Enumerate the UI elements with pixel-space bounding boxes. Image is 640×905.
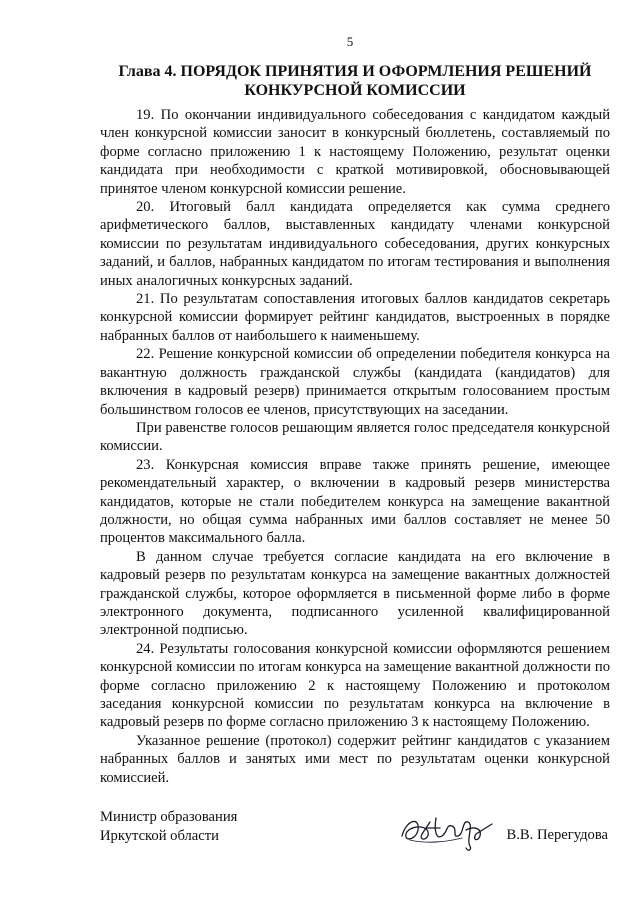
paragraph-19: 19. По окончании индивидуального собеседования с кандидатом каждый член конкурсной комиссии заносит в конкурсный бюллетень, составляемый по форме согласно приложению 1 к настоящему Положению, результат оценки кандидата при необходимости с краткой мотивировкой, обосновывающей принятое членом конкурсной комиссии решение.	[100, 107, 610, 197]
chapter-title	[100, 62, 610, 100]
page-number: 5	[346, 34, 354, 49]
document-body	[100, 106, 610, 787]
signer-position	[100, 808, 237, 846]
signer-position-line: Иркутской области	[100, 828, 219, 844]
signer-name: В.В. Перегудова	[506, 827, 608, 843]
paragraph-24: 24. Результаты голосования конкурсной комиссии оформляются решением конкурсной комиссии по итогам конкурса на замещение вакантной должности по форме согласно приложению 2 к настоящему Положению и протоколом заседания конкурсной комиссии по результатам конкурса на включение в кадровый резерв по форме согласно приложению 3 к настоящему Положению.	[100, 640, 610, 731]
chapter-title-line: КОНКУРСНОЙ КОМИССИИ	[244, 82, 466, 99]
paragraph-23: 23. Конкурсная комиссия вправе также принять решение, имеющее рекомендательный характер, о включении в кадровый резерв министерства кандидатов, которые не стали победителем конкурса на замещение вакантной должности, но общая сумма набранных ими баллов составляет не менее 50 процентов максимального балла.	[100, 456, 610, 547]
paragraph-23-consent: В данном случае требуется согласие кандидата на его включение в кадровый резерв по результатам конкурса на замещение вакантных должностей гражданской службы, которое оформляется в письменной форме либо в форме электронного документа, подписанного усиленной квалифицированной электронной подписью.	[100, 548, 610, 639]
paragraph-20: 20. Итоговый балл кандидата определяется как сумма среднего арифметического баллов, выставленных кандидату членами конкурсной комиссии по результатам индивидуального собеседования, других конкурсных заданий, и баллов, набранных кандидатом по итогам тестирования и выполнения иных аналогичных конкурсных заданий.	[100, 199, 610, 289]
paragraph-22-tie-rule: При равенстве голосов решающим является голос председателя конкурсной комиссии.	[100, 419, 610, 455]
signer-position-line: Министр образования	[100, 809, 238, 825]
paragraph-21: 21. По результатам сопоставления итоговых баллов кандидатов секретарь конкурсной комиссии формирует рейтинг кандидатов, выстроенных в порядке набранных баллов от наибольшего к наименьшему.	[100, 291, 610, 344]
chapter-title-line: Глава 4. ПОРЯДОК ПРИНЯТИЯ И ОФОРМЛЕНИЯ РЕШЕНИЙ	[118, 63, 592, 80]
paragraph-24-decision-content: Указанное решение (протокол) содержит рейтинг кандидатов с указанием набранных баллов и занятых ими мест по результатам оценки конкурсной комиссией.	[100, 732, 610, 786]
signature-block	[100, 808, 610, 858]
handwritten-signature	[396, 806, 500, 854]
paragraph-22: 22. Решение конкурсной комиссии об определении победителя конкурса на вакантную должность гражданской службы (кандидата (кандидатов) для включения в кадровый резерв) принимается открытым голосованием простым большинством голосов ее членов, присутствующих на заседании.	[100, 346, 610, 418]
